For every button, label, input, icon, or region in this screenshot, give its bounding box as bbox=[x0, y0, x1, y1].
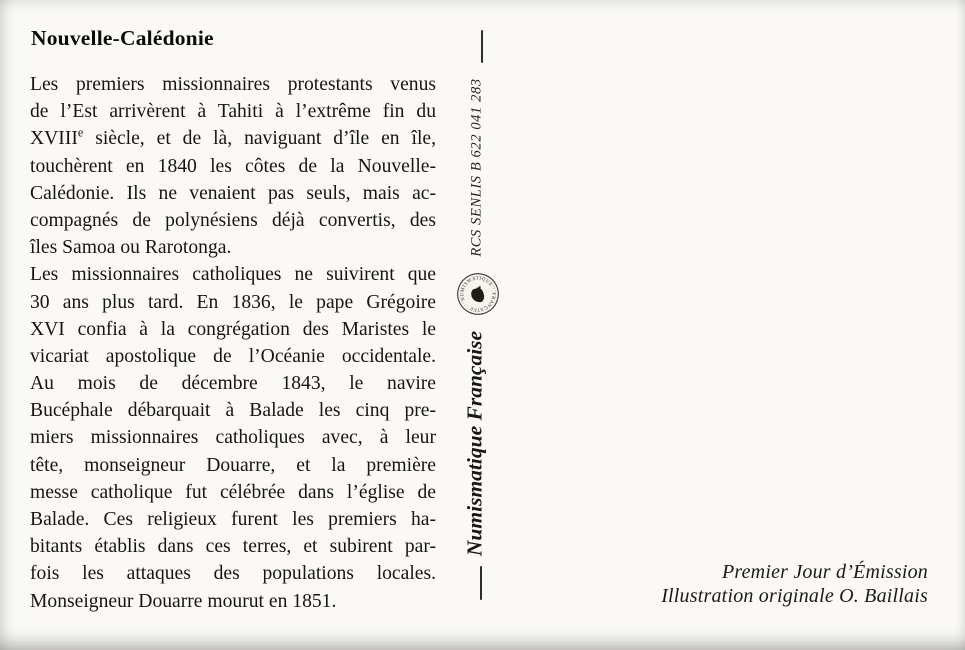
body-line: bitants établis dans ces terres, et subirent par- bbox=[30, 536, 436, 558]
rcs-registration-text: RCS SENLIS B 622 041 283 bbox=[468, 78, 485, 257]
body-line: Au mois de décembre 1843, le navire bbox=[30, 373, 436, 395]
body-line: compagnés de polynésiens déjà convertis, des bbox=[30, 209, 436, 231]
body-line: Bucéphale débarquait à Balade les cinq pre- bbox=[30, 400, 436, 422]
body-line: Calédonie. Ils ne venaient pas seuls, mais ac- bbox=[30, 182, 436, 204]
body-line: Balade. Ces religieux furent les premiers ha- bbox=[30, 509, 436, 530]
body-line: touchèrent en 1840 les côtes de la Nouvelle- bbox=[30, 155, 436, 177]
first-day-credit bbox=[661, 561, 928, 608]
body-line: tête, monseigneur Douarre, et la première bbox=[30, 454, 436, 476]
body-line: fois les attaques des populations locales. bbox=[30, 563, 436, 585]
publisher-name: Numismatique Française bbox=[462, 330, 487, 557]
body-line: XVI confia à la congrégation des Maristes le bbox=[30, 318, 436, 340]
body-line: de l’Est arrivèrent à Tahiti à l’extrême fin du bbox=[30, 101, 436, 123]
svg-text:NUMISMATIQUE · FRANÇAISE ·: NUMISMATIQUE · FRANÇAISE · bbox=[459, 275, 497, 313]
body-text bbox=[30, 71, 436, 615]
body-line: miers missionnaires catholiques avec, à leur bbox=[30, 427, 436, 449]
body-line: îles Samoa ou Rarotonga. bbox=[30, 237, 232, 259]
numismatique-seal-icon bbox=[456, 272, 500, 316]
body-line: XVIIIe siècle, et de là, naviguant d’île en île, bbox=[30, 125, 436, 150]
body-line: Les premiers missionnaires protestants venus bbox=[30, 74, 436, 95]
body-line: vicariat apostolique de l’Océanie occidentale. bbox=[30, 345, 436, 367]
body-line: messe catholique fut célébrée dans l’église de bbox=[30, 481, 436, 503]
spine-rule-top bbox=[481, 30, 483, 63]
card-title: Nouvelle-Calédonie bbox=[31, 26, 214, 50]
first-day-issue-label: Premier Jour d’Émission bbox=[721, 561, 928, 583]
body-line: Les missionnaires catholiques ne suivirent que bbox=[30, 264, 436, 286]
body-line: 30 ans plus tard. En 1836, le pape Grégoire bbox=[30, 291, 436, 313]
body-line: Monseigneur Douarre mourut en 1851. bbox=[30, 590, 337, 612]
illustration-credit: Illustration originale O. Baillais bbox=[661, 584, 928, 607]
spine-rule-bottom bbox=[480, 566, 482, 600]
